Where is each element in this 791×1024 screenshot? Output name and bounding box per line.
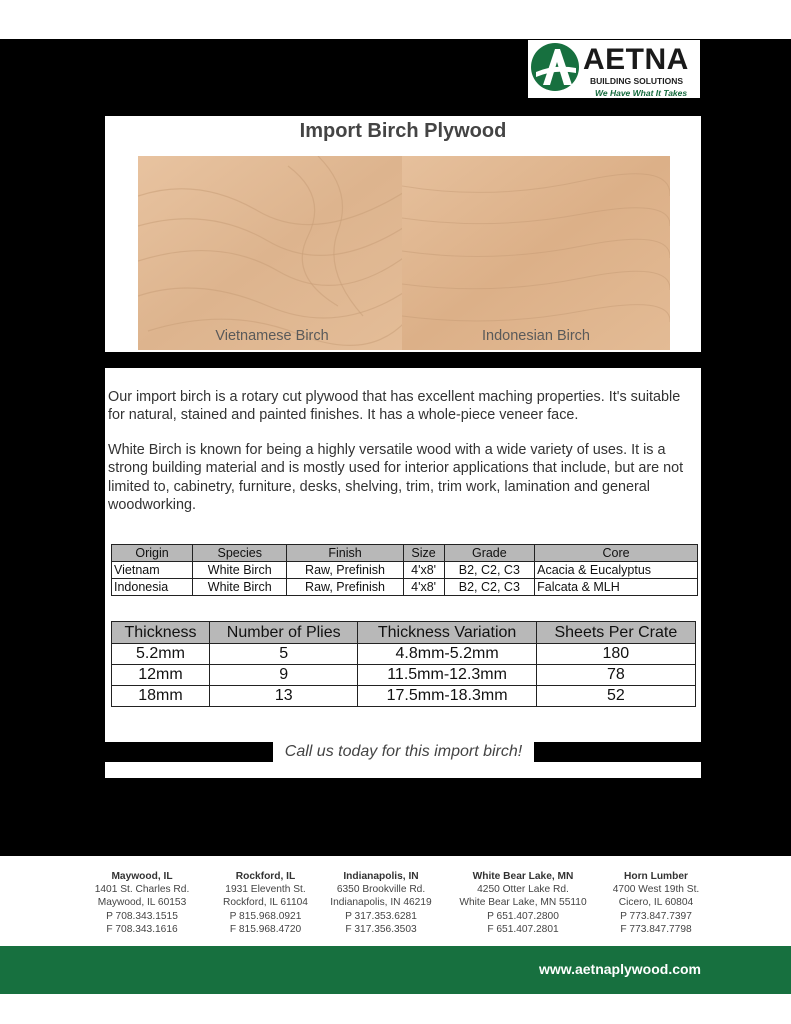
office-address: 4250 Otter Lake Rd. xyxy=(477,884,569,896)
table-cell: Vietnam xyxy=(112,562,193,579)
table-cell: 17.5mm-18.3mm xyxy=(358,686,536,707)
office-city: Maywood, IL 60153 xyxy=(97,897,187,909)
table-cell: 5.2mm xyxy=(112,644,210,665)
table-cell: B2, C2, C3 xyxy=(444,579,535,596)
office-fax: F 708.343.1616 xyxy=(106,923,178,935)
table-cell: 18mm xyxy=(112,686,210,707)
table-cell: B2, C2, C3 xyxy=(444,562,535,579)
spec-header-species: Species xyxy=(193,545,287,562)
description-paragraph-2: White Birch is known for being a highly versatile wood with a wide variety of uses. It is a strong building material and is mostly used for interior applications that include, but are not limited to, cabinetry, furniture, desks, shelving, trim, trim work, lamination and general woodworking. xyxy=(108,442,684,514)
indonesian-birch-photo xyxy=(402,156,670,350)
call-strip-black-left xyxy=(105,742,273,762)
office-rockford xyxy=(208,870,323,936)
aetna-logo[interactable] xyxy=(528,40,700,98)
office-fax: F 651.407.2801 xyxy=(487,923,559,935)
table-cell: 13 xyxy=(209,686,358,707)
call-strip-black-right xyxy=(534,742,701,762)
office-address: 6350 Brookville Rd. xyxy=(336,884,426,896)
office-city: Rockford, IL 61104 xyxy=(223,897,308,909)
table-cell: Indonesia xyxy=(112,579,193,596)
office-name: White Bear Lake, MN xyxy=(472,871,574,882)
spec-header-origin: Origin xyxy=(112,545,193,562)
photo-label-vietnamese: Vietnamese Birch xyxy=(215,328,329,344)
spec-header-core: Core xyxy=(535,545,698,562)
thickness-header-sheets: Sheets Per Crate xyxy=(536,622,695,644)
thickness-header-variation: Thickness Variation xyxy=(358,622,536,644)
office-locations xyxy=(86,870,706,940)
office-indianapolis xyxy=(326,870,436,936)
office-phone[interactable]: P 317.353.6281 xyxy=(345,910,417,922)
office-name: Horn Lumber xyxy=(624,871,688,882)
office-city: Indianapolis, IN 46219 xyxy=(330,897,432,909)
table-cell: Raw, Prefinish xyxy=(287,579,403,596)
table-cell: 78 xyxy=(536,665,695,686)
page-title: Import Birch Plywood xyxy=(299,120,507,142)
table-cell: Raw, Prefinish xyxy=(287,562,403,579)
product-details-panel xyxy=(105,368,701,742)
thickness-table-header-row xyxy=(112,622,696,644)
logo-name: AETNA xyxy=(583,43,689,76)
office-city: Cicero, IL 60804 xyxy=(618,897,694,909)
table-cell: White Birch xyxy=(193,579,287,596)
table-row xyxy=(112,686,696,707)
table-row xyxy=(112,644,696,665)
office-fax: F 773.847.7798 xyxy=(620,923,692,935)
table-cell: Acacia & Eucalyptus xyxy=(535,562,698,579)
thickness-header-thickness: Thickness xyxy=(112,622,210,644)
spec-header-size: Size xyxy=(403,545,444,562)
description-paragraph-1: Our import birch is a rotary cut plywood that has excellent maching properties. It's suitable for natural, stained and painted finishes. It has a whole-piece veneer face. xyxy=(108,389,681,424)
wood-grain-image-indonesian xyxy=(402,156,670,350)
office-fax: F 815.968.4720 xyxy=(229,923,302,935)
vietnamese-birch-photo xyxy=(138,156,406,350)
office-name: Indianapolis, IN xyxy=(343,871,419,882)
office-phone[interactable]: P 815.968.0921 xyxy=(229,910,302,922)
table-row xyxy=(112,579,698,596)
office-horn-lumber xyxy=(606,870,706,936)
office-address: 1401 St. Charles Rd. xyxy=(94,884,190,896)
office-maywood xyxy=(86,870,198,936)
office-name: Rockford, IL xyxy=(235,871,296,882)
spec-header-grade: Grade xyxy=(444,545,535,562)
spec-table-header-row xyxy=(112,545,698,562)
wood-grain-image-vietnamese xyxy=(138,156,406,350)
table-cell: 5 xyxy=(209,644,358,665)
table-cell: 4'x8' xyxy=(403,579,444,596)
table-cell: 9 xyxy=(209,665,358,686)
office-city: White Bear Lake, MN 55110 xyxy=(459,897,587,909)
table-cell: 180 xyxy=(536,644,695,665)
table-row xyxy=(112,665,696,686)
table-cell: 4'x8' xyxy=(403,562,444,579)
table-cell: 11.5mm-12.3mm xyxy=(358,665,536,686)
office-address: 1931 Eleventh St. xyxy=(225,884,306,896)
spec-header-finish: Finish xyxy=(287,545,403,562)
specification-table xyxy=(111,544,698,596)
photo-label-indonesian: Indonesian Birch xyxy=(481,328,590,344)
office-phone[interactable]: P 708.343.1515 xyxy=(106,910,178,922)
table-cell: 12mm xyxy=(112,665,210,686)
aetna-a-mark-icon xyxy=(530,42,580,92)
website-link[interactable]: www.aetnaplywood.com xyxy=(538,961,701,977)
product-header-panel xyxy=(105,116,701,352)
logo-tagline: We Have What It Takes xyxy=(595,88,688,98)
table-cell: Falcata & MLH xyxy=(535,579,698,596)
office-phone[interactable]: P 651.407.2800 xyxy=(487,910,559,922)
table-cell: 4.8mm-5.2mm xyxy=(358,644,536,665)
footer-bar xyxy=(0,946,791,994)
office-name: Maywood, IL xyxy=(111,871,173,882)
thickness-header-plies: Number of Plies xyxy=(209,622,358,644)
thickness-table xyxy=(111,621,696,707)
table-row xyxy=(112,562,698,579)
table-cell: White Birch xyxy=(193,562,287,579)
office-white-bear-lake xyxy=(454,870,592,936)
office-fax: F 317.356.3503 xyxy=(345,923,417,935)
logo-subtitle: BUILDING SOLUTIONS xyxy=(590,76,684,86)
table-cell: 52 xyxy=(536,686,695,707)
call-to-action-strip xyxy=(105,742,701,778)
call-to-action-text: Call us today for this import birch! xyxy=(284,743,523,760)
office-address: 4700 West 19th St. xyxy=(612,884,700,896)
office-phone[interactable]: P 773.847.7397 xyxy=(620,910,692,922)
